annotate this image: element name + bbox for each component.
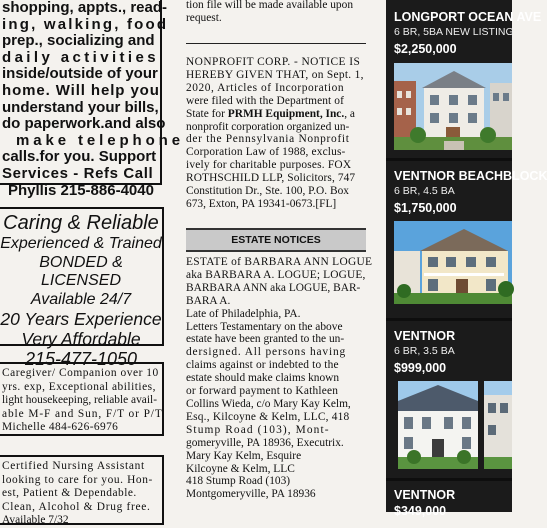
listing-details: 6 BR, 4.5 BA: [394, 185, 455, 197]
listing-details: 6 BR, 3.5 BA: [394, 345, 455, 357]
ad-line: understand your bills,: [2, 98, 159, 116]
listing-price: $349,000: [394, 504, 447, 518]
notice-continued: [186, 0, 368, 25]
estate-notices-heading: ESTATE NOTICES: [186, 228, 366, 252]
ad-line: calls.for you. Support: [2, 148, 157, 166]
notice-line: Mary Kay Kelm, Esquire: [186, 449, 302, 462]
ad-line: Michelle 484-626-6976: [2, 421, 119, 434]
ad-line: do paperwork.and also: [2, 115, 166, 133]
notice-line: Letters Testamentary on the above: [186, 320, 343, 333]
house-photo: [484, 381, 512, 469]
ad-line: Certified Nursing Assistant: [2, 460, 145, 472]
notice-line: claims against or indebted to the: [186, 359, 339, 372]
listing-divider: [386, 478, 512, 481]
real-estate-listings-column: [386, 0, 547, 518]
notice-line: HEREBY GIVEN THAT, on Sept. 1,: [186, 68, 364, 81]
notice-line: gomeryville, PA 18936, Executrix.: [186, 436, 344, 449]
legal-notices-column: [186, 0, 373, 512]
ad-phone: 215-477-1050: [24, 349, 138, 370]
notice-line: or forward payment to Kathleen: [186, 385, 339, 398]
ad-line: Services - Refs Call: [2, 164, 154, 182]
estate-notice: [186, 256, 373, 501]
listing-details: 6 BR, 5BA NEW LISTING: [394, 26, 514, 38]
ad-line: daily activities: [2, 48, 159, 66]
nonprofit-corp-notice: [186, 56, 368, 211]
notice-line: 673, Exton, PA 19341-0673.[FL]: [186, 197, 337, 210]
classified-column-left: [0, 0, 184, 527]
ad-line: Phyllis 215-886-4040: [8, 181, 154, 199]
company-name: PRMH Equipment, Inc.: [227, 107, 345, 120]
notice-line: Corporation Law of 1988, exclus-: [186, 146, 346, 159]
ad-headline: Caring & Reliable: [3, 212, 159, 234]
ad-line: Available 7/32: [2, 514, 69, 527]
listing-price: $999,000: [394, 361, 447, 375]
house-photo: [398, 381, 478, 469]
notice-line: Late of Philadelphia, PA.: [186, 307, 301, 320]
ad-line: Experienced & Trained: [0, 235, 162, 252]
notice-line: Constitution Dr., Ste. 100, P.O. Box: [186, 185, 349, 198]
notice-line: tion file will be made available upon: [186, 0, 354, 11]
ad-line: 20 Years Experience: [0, 309, 162, 330]
notice-line: NONPROFIT CORP. - NOTICE IS: [186, 56, 361, 68]
house-photo: [394, 63, 512, 150]
notice-line: Montgomeryville, PA 18936: [186, 488, 316, 501]
ad-line: looking to care for you. Hon-: [2, 473, 153, 486]
listing-title: LONGPORT OCEAN AVE: [394, 10, 542, 24]
listing-price: $1,750,000: [394, 201, 457, 215]
ad-line: ing, walking, food: [2, 15, 169, 33]
notice-line: der the Pennsylvania Nonprofit: [186, 133, 350, 146]
notice-line: BARBARA ANN aka LOGUE, BAR-: [186, 281, 361, 294]
notice-line: Esq., Kilcoyne & Kelm, LLC, 418: [186, 410, 350, 423]
ad-line: BONDED & LICENSED: [39, 253, 123, 290]
notice-line: dersigned. All persons having: [186, 346, 347, 359]
ad-line: home. Will help you: [2, 81, 160, 99]
listing-divider: [386, 158, 512, 161]
notice-line: aka BARBARA A. LOGUE; LOGUE,: [186, 268, 366, 281]
notice-line: ESTATE of BARBARA ANN LOGUE: [186, 256, 373, 268]
divider: [186, 43, 366, 44]
notice-line: State for PRMH Equipment, Inc., a: [186, 107, 355, 120]
ad-line: prep., socializing and: [2, 32, 155, 50]
notice-line: request.: [186, 11, 222, 24]
senior-care-support-ad: [0, 0, 184, 199]
ad-line: Available 24/7: [30, 290, 132, 308]
ad-line: shopping, appts., read-: [2, 0, 168, 16]
notice-line: Kilcoyne & Kelm, LLC: [186, 462, 295, 475]
notice-line: estate should make claims known: [186, 372, 340, 385]
listing-title: VENTNOR BEACHBLOCK: [394, 169, 547, 183]
ad-line: make telephone: [16, 131, 184, 149]
ad-line: yrs. exp, Exceptional abilities,: [2, 380, 156, 393]
notice-line: ively for charitable purposes. FOX: [186, 159, 352, 172]
ad-line: light housekeeping, reliable avail-: [2, 394, 157, 407]
ad-line: est, Patient & Dependable.: [2, 487, 137, 500]
ad-line: inside/outside of your: [2, 65, 158, 83]
caregiver-companion-ad: [0, 362, 164, 436]
ad-line: able M-F and Sun, F/T or P/T: [2, 407, 163, 420]
caregiver-service-ad: [0, 207, 164, 370]
notice-line: estate have been granted to the un-: [186, 333, 345, 346]
nursing-assistant-ad: [0, 455, 164, 525]
notice-line: 2020, Articles of Incorporation: [186, 81, 345, 94]
listing-divider: [386, 318, 512, 321]
notice-line: ROTHSCHILD LLP, Solicitors, 747: [186, 172, 356, 185]
notice-line: Collins Wieda, c/o Mary Kay Kelm,: [186, 397, 351, 410]
notice-line: were filed with the Department of: [186, 94, 344, 107]
listing-price: $2,250,000: [394, 42, 457, 56]
notice-line: 418 Stump Road (103): [186, 475, 291, 488]
listing-title: VENTNOR: [394, 488, 456, 502]
listing-title: VENTNOR: [394, 329, 456, 343]
ad-line: Very Affordable: [21, 329, 141, 350]
notice-line: Stump Road (103), Mont-: [186, 423, 330, 436]
house-photo: [394, 221, 512, 304]
notice-line: BARA A.: [186, 294, 231, 307]
notice-line: nonprofit corporation organized un-: [186, 120, 350, 133]
ad-line: Caregiver/ Companion over 10: [2, 367, 159, 379]
ad-line: Clean, Alcohol & Drug free.: [2, 500, 151, 513]
